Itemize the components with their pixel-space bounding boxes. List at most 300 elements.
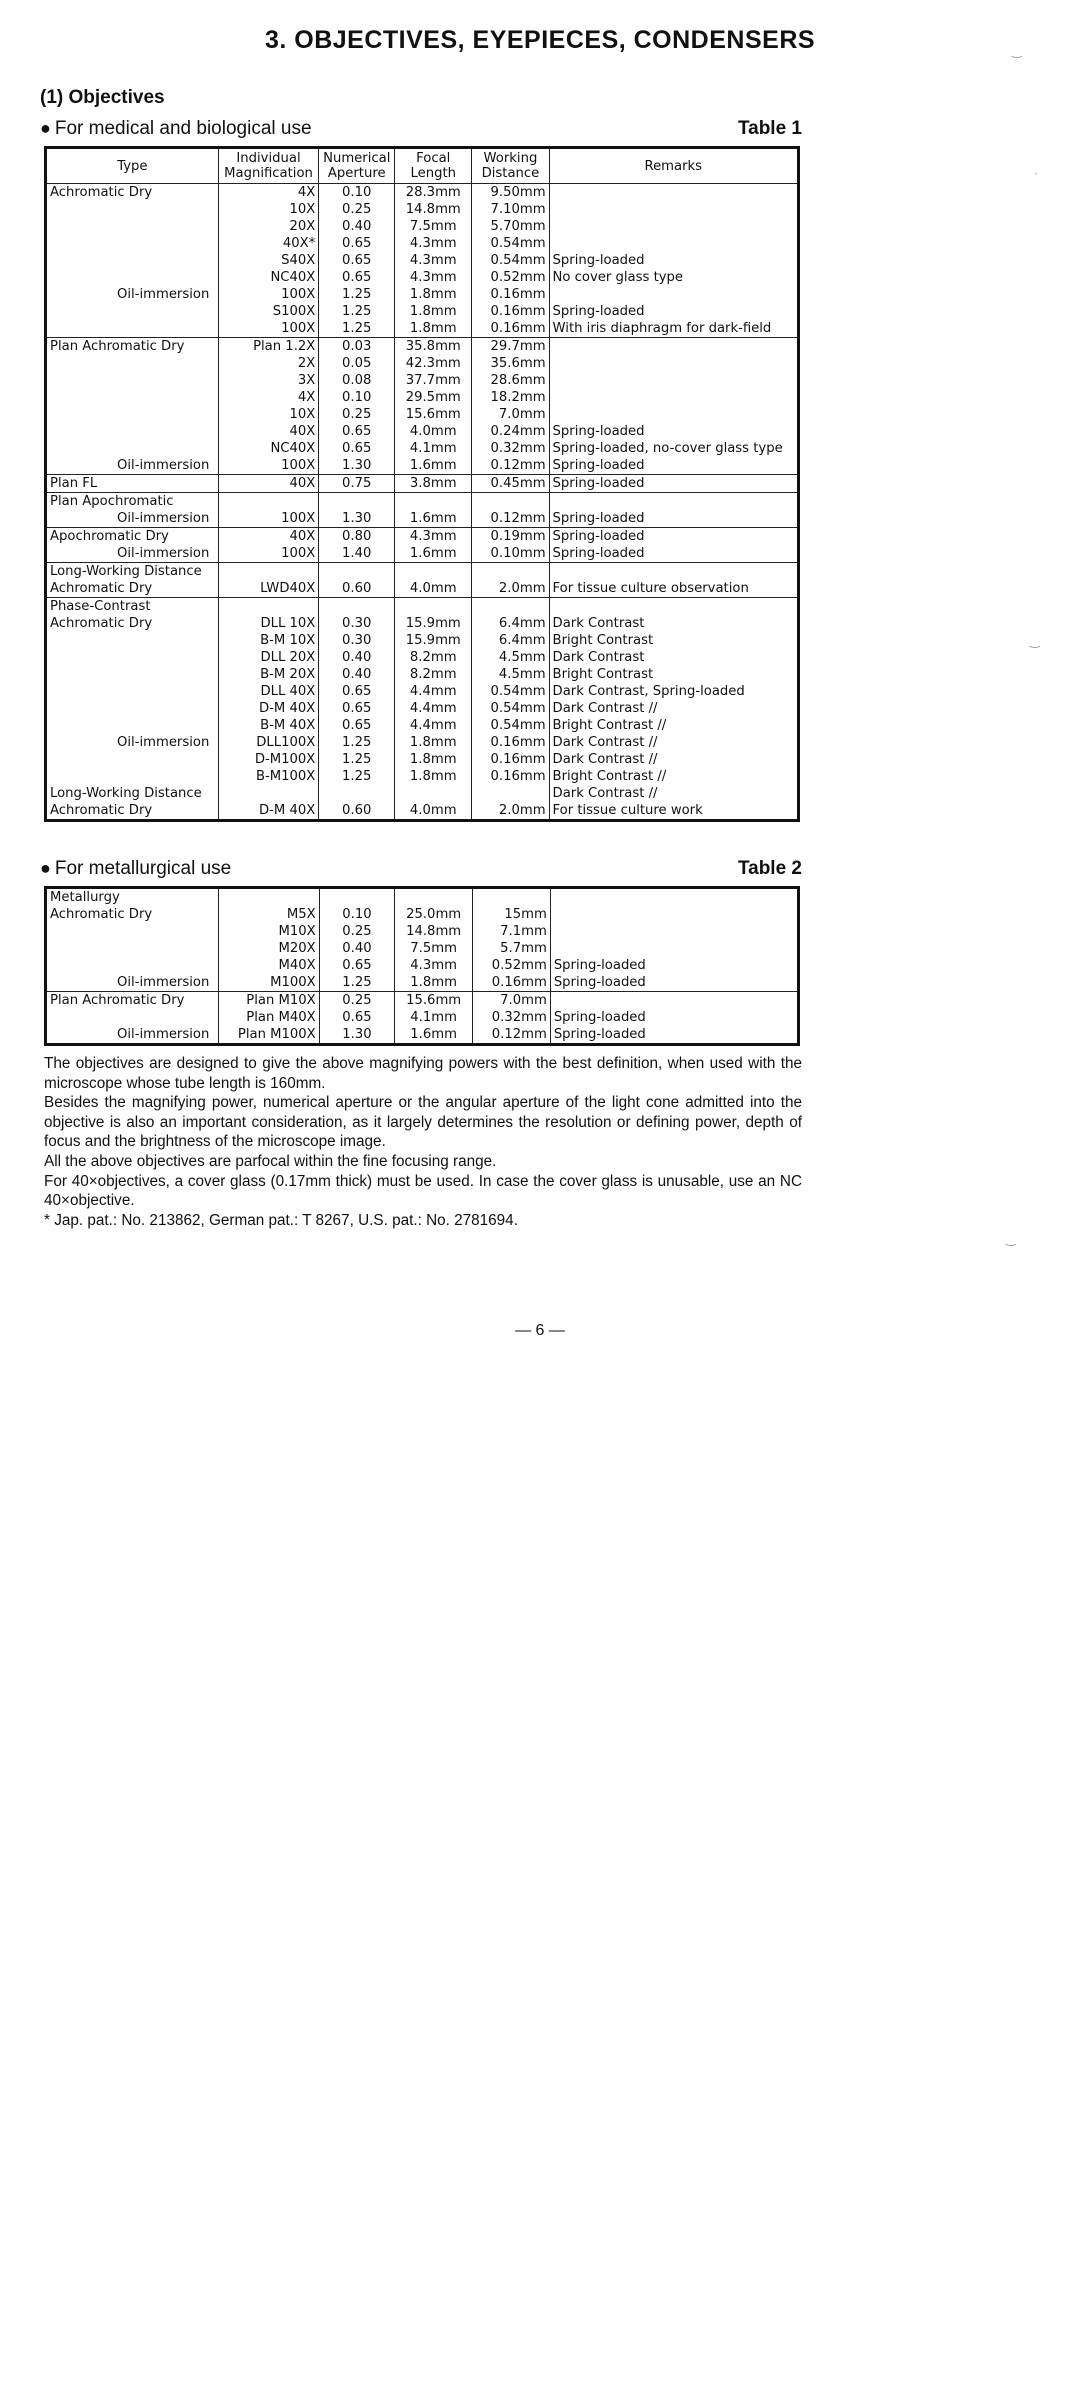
aperture-cell: 1.25 (319, 751, 395, 768)
type-cell: Oil-immersion (117, 287, 210, 302)
remarks-cell (549, 184, 798, 202)
magnification-cell (218, 493, 319, 511)
working-distance-cell: 35.6mm (472, 355, 549, 372)
magnification-cell: D-M 40X (218, 802, 319, 821)
type-cell (46, 700, 219, 717)
remarks-cell: Spring-loaded (549, 457, 798, 475)
remarks-cell (549, 372, 798, 389)
table-row (46, 475, 799, 493)
remarks-cell: No cover glass type (549, 269, 798, 286)
magnification-cell: 100X (218, 286, 319, 303)
working-distance-cell: 5.7mm (473, 940, 551, 957)
table-row (46, 303, 799, 320)
aperture-cell: 0.40 (319, 218, 395, 235)
remarks-cell: Spring-loaded (549, 510, 798, 528)
remarks-cell: For tissue culture observation (549, 580, 798, 598)
remarks-cell: Spring-loaded (549, 252, 798, 269)
type-cell (46, 406, 219, 423)
table-row (46, 666, 799, 683)
working-distance-cell: 2.0mm (472, 802, 549, 821)
type-cell: Oil-immersion (117, 546, 210, 561)
magnification-cell: B-M 40X (218, 717, 319, 734)
remarks-cell: Bright Contrast // (549, 768, 798, 785)
remarks-cell: Spring-loaded, no-cover glass type (549, 440, 798, 457)
aperture-cell: 0.80 (319, 528, 395, 546)
remarks-cell: Spring-loaded (550, 1026, 798, 1045)
magnification-cell: Plan M10X (218, 992, 319, 1010)
remarks-cell (550, 992, 798, 1010)
type-cell: Achromatic Dry (50, 803, 153, 818)
bullet-icon: ● (40, 118, 51, 138)
aperture-cell: 1.25 (319, 286, 395, 303)
type-cell (46, 666, 219, 683)
remarks-cell: Spring-loaded (550, 1009, 798, 1026)
table-row (46, 252, 799, 269)
remarks-cell: Bright Contrast (549, 632, 798, 649)
aperture-cell: 0.65 (319, 269, 395, 286)
magnification-cell: D-M 40X (218, 700, 319, 717)
working-distance-cell: 2.0mm (472, 580, 549, 598)
scan-mark: ‿ (1030, 634, 1040, 648)
magnification-cell: 100X (218, 545, 319, 563)
type-cell: Long-Working Distance (50, 786, 202, 801)
table-row (46, 563, 799, 581)
magnification-cell: 3X (218, 372, 319, 389)
remarks-cell (550, 923, 798, 940)
magnification-cell: Plan 1.2X (218, 338, 319, 356)
working-distance-cell: 0.24mm (472, 423, 549, 440)
remarks-cell: Spring-loaded (549, 303, 798, 320)
section-heading: (1) Objectives (40, 87, 165, 108)
magnification-cell (218, 785, 319, 802)
type-cell: Oil-immersion (117, 1027, 210, 1042)
table-row (46, 751, 799, 768)
scan-mark: ‿ (1012, 44, 1022, 58)
magnification-cell (218, 598, 319, 616)
focal-length-cell: 37.7mm (395, 372, 472, 389)
remarks-cell: Dark Contrast (549, 615, 798, 632)
remarks-cell (549, 406, 798, 423)
aperture-cell: 0.25 (319, 201, 395, 218)
objectives-table-medical (44, 146, 800, 822)
focal-length-cell: 1.6mm (395, 545, 472, 563)
aperture-cell: 1.25 (319, 974, 395, 992)
table-row (46, 802, 799, 821)
remarks-cell: Spring-loaded (549, 475, 798, 493)
magnification-cell: M10X (218, 923, 319, 940)
type-cell (46, 201, 219, 218)
magnification-cell: 100X (218, 457, 319, 475)
table-row (46, 389, 799, 406)
focal-length-cell: 15.9mm (395, 632, 472, 649)
table-row (46, 355, 799, 372)
magnification-cell: NC40X (218, 440, 319, 457)
magnification-cell: M100X (218, 974, 319, 992)
type-cell (46, 923, 219, 940)
table1-caption-row (40, 118, 802, 140)
working-distance-cell: 5.70mm (472, 218, 549, 235)
focal-length-cell: 1.6mm (395, 457, 472, 475)
aperture-cell: 0.60 (319, 802, 395, 821)
focal-length-cell: 4.3mm (395, 235, 472, 252)
table-row (46, 235, 799, 252)
table-row (46, 440, 799, 457)
type-cell (46, 940, 219, 957)
focal-length-cell: 1.8mm (395, 768, 472, 785)
magnification-cell: DLL 20X (218, 649, 319, 666)
aperture-cell: 0.65 (319, 440, 395, 457)
remarks-cell: Dark Contrast // (549, 734, 798, 751)
focal-length-cell: 3.8mm (395, 475, 472, 493)
magnification-cell: LWD40X (218, 580, 319, 598)
working-distance-cell: 0.16mm (473, 974, 551, 992)
header-working-distance: Working Distance (472, 148, 549, 184)
aperture-cell: 0.75 (319, 475, 395, 493)
remarks-cell (549, 201, 798, 218)
type-cell (46, 649, 219, 666)
table-row (46, 580, 799, 598)
table1-caption: For medical and biological use (54, 118, 312, 139)
type-cell: Metallurgy (46, 888, 219, 907)
type-cell: Phase-Contrast (46, 598, 219, 616)
working-distance-cell (472, 785, 549, 802)
type-cell: Achromatic Dry (46, 184, 219, 202)
focal-length-cell: 1.8mm (395, 751, 472, 768)
remarks-cell: Dark Contrast // (549, 751, 798, 768)
magnification-cell: B-M 20X (218, 666, 319, 683)
table-row (46, 632, 799, 649)
type-cell: Oil-immersion (117, 975, 210, 990)
remarks-cell (549, 235, 798, 252)
focal-length-cell: 25.0mm (395, 906, 473, 923)
table-row (46, 406, 799, 423)
type-cell (46, 389, 219, 406)
magnification-cell: M40X (218, 957, 319, 974)
focal-length-cell: 4.1mm (395, 440, 472, 457)
working-distance-cell (472, 563, 549, 581)
footnote: * Jap. pat.: No. 213862, German pat.: T 8267, U.S. pat.: No. 2781694. (44, 1211, 518, 1229)
magnification-cell: 100X (218, 320, 319, 338)
working-distance-cell: 0.16mm (472, 768, 549, 785)
paragraph: The objectives are designed to give the above magnifying powers with the best definition, when used with the microscope whose tube length is 160mm. (44, 1055, 802, 1092)
focal-length-cell: 4.3mm (395, 269, 472, 286)
type-cell (46, 751, 219, 768)
type-cell (46, 218, 219, 235)
table-row (46, 974, 799, 992)
table2-caption-row (40, 858, 802, 880)
remarks-cell: Spring-loaded (550, 974, 798, 992)
aperture-cell (319, 598, 395, 616)
working-distance-cell: 0.16mm (472, 734, 549, 751)
aperture-cell: 0.03 (319, 338, 395, 356)
aperture-cell: 0.60 (319, 580, 395, 598)
explanatory-text (44, 1054, 802, 1230)
magnification-cell: DLL100X (218, 734, 319, 751)
remarks-cell (549, 563, 798, 581)
working-distance-cell (472, 598, 549, 616)
aperture-cell (319, 785, 395, 802)
table-row (46, 940, 799, 957)
page-number: — 6 — (515, 1322, 565, 1339)
table-row (46, 649, 799, 666)
type-cell (46, 632, 219, 649)
focal-length-cell (395, 888, 473, 907)
table-row (46, 717, 799, 734)
table-row (46, 615, 799, 632)
working-distance-cell: 4.5mm (472, 666, 549, 683)
working-distance-cell: 0.32mm (473, 1009, 551, 1026)
focal-length-cell: 14.8mm (395, 923, 473, 940)
focal-length-cell (395, 598, 472, 616)
type-cell: Plan Apochromatic (46, 493, 219, 511)
remarks-cell (550, 906, 798, 923)
header-type: Type (46, 148, 219, 184)
table-row (46, 700, 799, 717)
aperture-cell: 1.40 (319, 545, 395, 563)
scan-mark: · (1034, 166, 1038, 180)
working-distance-cell: 18.2mm (472, 389, 549, 406)
focal-length-cell: 4.1mm (395, 1009, 473, 1026)
aperture-cell: 0.10 (319, 389, 395, 406)
aperture-cell: 0.10 (319, 184, 395, 202)
type-cell: Long-Working Distance (46, 563, 219, 581)
magnification-cell: 40X (218, 475, 319, 493)
focal-length-cell: 4.3mm (395, 957, 473, 974)
type-cell: Plan FL (46, 475, 219, 493)
header-numerical-aperture: Numerical Aperture (319, 148, 395, 184)
working-distance-cell: 7.0mm (472, 406, 549, 423)
magnification-cell: 40X* (218, 235, 319, 252)
aperture-cell: 0.65 (319, 683, 395, 700)
paragraph: For 40×objectives, a cover glass (0.17mm thick) must be used. In case the cover glass is unusable, use an NC 40×objective. (44, 1172, 802, 1210)
aperture-cell: 0.65 (319, 1009, 395, 1026)
focal-length-cell: 4.3mm (395, 252, 472, 269)
focal-length-cell: 1.8mm (395, 303, 472, 320)
type-cell (46, 1009, 219, 1026)
focal-length-cell: 4.4mm (395, 700, 472, 717)
working-distance-cell: 0.54mm (472, 235, 549, 252)
focal-length-cell: 15.6mm (395, 406, 472, 423)
working-distance-cell: 0.10mm (472, 545, 549, 563)
table-row (46, 888, 799, 907)
magnification-cell (218, 888, 319, 907)
remarks-cell (549, 355, 798, 372)
remarks-cell: Spring-loaded (550, 957, 798, 974)
magnification-cell: 10X (218, 406, 319, 423)
focal-length-cell: 8.2mm (395, 666, 472, 683)
type-cell: Oil-immersion (117, 458, 210, 473)
aperture-cell: 1.30 (319, 510, 395, 528)
magnification-cell: 100X (218, 510, 319, 528)
focal-length-cell: 42.3mm (395, 355, 472, 372)
paragraph: Besides the magnifying power, numerical aperture or the angular aperture of the light cone admitted into the objective is also an important consideration, as it largely determines the resolution or defining power, depth of focus and the brightness of the microscope image. (44, 1094, 802, 1151)
aperture-cell (319, 563, 395, 581)
magnification-cell: M5X (218, 906, 319, 923)
focal-length-cell: 4.0mm (395, 802, 472, 821)
magnification-cell: Plan M100X (218, 1026, 319, 1045)
magnification-cell: 4X (218, 389, 319, 406)
table-row (46, 683, 799, 700)
aperture-cell: 0.40 (319, 649, 395, 666)
aperture-cell: 1.25 (319, 734, 395, 751)
working-distance-cell: 0.52mm (472, 269, 549, 286)
table-row (46, 493, 799, 511)
remarks-cell: Dark Contrast, Spring-loaded (549, 683, 798, 700)
header-focal-length: Focal Length (395, 148, 472, 184)
type-cell (46, 768, 219, 785)
focal-length-cell: 4.0mm (395, 423, 472, 440)
table-row (46, 510, 799, 528)
table-row (46, 1009, 799, 1026)
working-distance-cell: 0.19mm (472, 528, 549, 546)
type-cell (46, 235, 219, 252)
table-row (46, 320, 799, 338)
working-distance-cell: 0.54mm (472, 700, 549, 717)
remarks-cell: With iris diaphragm for dark-field (549, 320, 798, 338)
remarks-cell: Dark Contrast // (549, 700, 798, 717)
table-row (46, 1026, 799, 1045)
magnification-cell: 20X (218, 218, 319, 235)
magnification-cell: B-M100X (218, 768, 319, 785)
aperture-cell: 1.25 (319, 320, 395, 338)
working-distance-cell: 9.50mm (472, 184, 549, 202)
table-row (46, 598, 799, 616)
aperture-cell (319, 493, 395, 511)
focal-length-cell: 7.5mm (395, 218, 472, 235)
working-distance-cell: 15mm (473, 906, 551, 923)
remarks-cell: Bright Contrast // (549, 717, 798, 734)
working-distance-cell: 0.52mm (473, 957, 551, 974)
remarks-cell (549, 286, 798, 303)
working-distance-cell: 28.6mm (472, 372, 549, 389)
aperture-cell: 0.25 (319, 406, 395, 423)
focal-length-cell: 4.3mm (395, 528, 472, 546)
working-distance-cell: 0.16mm (472, 286, 549, 303)
focal-length-cell: 14.8mm (395, 201, 472, 218)
aperture-cell: 0.65 (319, 423, 395, 440)
magnification-cell: 10X (218, 201, 319, 218)
aperture-cell: 0.25 (319, 923, 395, 940)
remarks-cell: Spring-loaded (549, 545, 798, 563)
focal-length-cell: 8.2mm (395, 649, 472, 666)
working-distance-cell: 6.4mm (472, 632, 549, 649)
type-cell: Oil-immersion (117, 735, 210, 750)
type-cell (46, 320, 219, 338)
scan-mark: ‿ (1006, 1232, 1016, 1246)
table-row (46, 286, 799, 303)
focal-length-cell: 1.8mm (395, 974, 473, 992)
aperture-cell: 0.10 (319, 906, 395, 923)
aperture-cell: 0.30 (319, 615, 395, 632)
working-distance-cell: 0.45mm (472, 475, 549, 493)
remarks-cell: Spring-loaded (549, 423, 798, 440)
objectives-table-metallurgical (44, 886, 800, 1046)
table2-caption: For metallurgical use (54, 858, 232, 879)
aperture-cell (319, 888, 395, 907)
table-row (46, 201, 799, 218)
focal-length-cell: 15.9mm (395, 615, 472, 632)
bullet-icon: ● (40, 858, 51, 878)
remarks-cell (549, 389, 798, 406)
page-title: 3. OBJECTIVES, EYEPIECES, CONDENSERS (264, 26, 816, 54)
working-distance-cell: 0.54mm (472, 683, 549, 700)
working-distance-cell: 0.16mm (472, 320, 549, 338)
type-cell (46, 269, 219, 286)
type-cell (46, 355, 219, 372)
aperture-cell: 0.30 (319, 632, 395, 649)
focal-length-cell: 4.0mm (395, 580, 472, 598)
focal-length-cell: 7.5mm (395, 940, 473, 957)
aperture-cell: 0.65 (319, 235, 395, 252)
aperture-cell: 0.65 (319, 252, 395, 269)
aperture-cell: 1.30 (319, 1026, 395, 1045)
remarks-cell (550, 940, 798, 957)
type-cell: Oil-immersion (117, 511, 210, 526)
focal-length-cell: 1.8mm (395, 286, 472, 303)
aperture-cell: 0.65 (319, 957, 395, 974)
remarks-cell: Spring-loaded (549, 528, 798, 546)
focal-length-cell: 35.8mm (395, 338, 472, 356)
focal-length-cell: 4.4mm (395, 717, 472, 734)
working-distance-cell: 7.1mm (473, 923, 551, 940)
magnification-cell: DLL 10X (218, 615, 319, 632)
type-cell (46, 372, 219, 389)
table-row (46, 545, 799, 563)
working-distance-cell: 7.0mm (473, 992, 551, 1010)
working-distance-cell: 0.54mm (472, 717, 549, 734)
magnification-cell: DLL 40X (218, 683, 319, 700)
working-distance-cell: 0.12mm (472, 457, 549, 475)
aperture-cell: 1.25 (319, 303, 395, 320)
focal-length-cell: 1.8mm (395, 734, 472, 751)
remarks-cell: For tissue culture work (549, 802, 798, 821)
remarks-cell: Bright Contrast (549, 666, 798, 683)
focal-length-cell: 1.8mm (395, 320, 472, 338)
focal-length-cell: 15.6mm (395, 992, 473, 1010)
focal-length-cell (395, 785, 472, 802)
focal-length-cell: 4.4mm (395, 683, 472, 700)
table-row (46, 923, 799, 940)
type-cell: Achromatic Dry (50, 581, 153, 596)
table-row (46, 734, 799, 751)
magnification-cell: 4X (218, 184, 319, 202)
aperture-cell: 1.25 (319, 768, 395, 785)
working-distance-cell: 0.12mm (472, 510, 549, 528)
working-distance-cell: 0.16mm (472, 303, 549, 320)
magnification-cell: Plan M40X (218, 1009, 319, 1026)
aperture-cell: 0.40 (319, 940, 395, 957)
magnification-cell: S40X (218, 252, 319, 269)
type-cell (46, 957, 219, 974)
focal-length-cell: 29.5mm (395, 389, 472, 406)
magnification-cell: S100X (218, 303, 319, 320)
working-distance-cell: 7.10mm (472, 201, 549, 218)
focal-length-cell: 1.6mm (395, 1026, 473, 1045)
magnification-cell: 40X (218, 528, 319, 546)
remarks-cell: Dark Contrast // (549, 785, 798, 802)
working-distance-cell: 0.32mm (472, 440, 549, 457)
paragraph: All the above objectives are parfocal within the fine focusing range. (44, 1152, 497, 1170)
focal-length-cell (395, 493, 472, 511)
magnification-cell: 40X (218, 423, 319, 440)
aperture-cell: 0.65 (319, 717, 395, 734)
magnification-cell (218, 563, 319, 581)
type-cell (46, 423, 219, 440)
table1-label: Table 1 (737, 118, 802, 139)
working-distance-cell (473, 888, 551, 907)
type-cell: Achromatic Dry (50, 907, 153, 922)
magnification-cell: B-M 10X (218, 632, 319, 649)
